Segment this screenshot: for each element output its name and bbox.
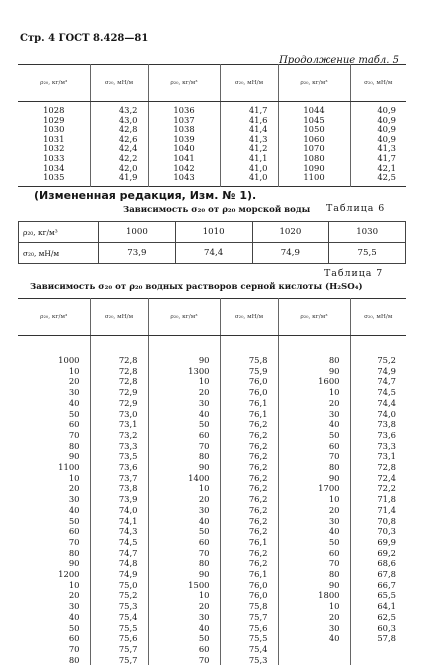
table-6-caption: Зависимость σ₂₀ от ρ₂₀ морской воды	[123, 205, 310, 215]
table-cell: 1030	[329, 222, 406, 243]
cell-value: 80	[279, 462, 340, 473]
cell-value: 70	[18, 537, 80, 548]
table-cell: 1010	[175, 222, 252, 243]
cell-value: 65,5	[351, 590, 397, 601]
cell-value: 76,1	[221, 537, 268, 548]
cell-value: 1070	[279, 144, 350, 154]
cell-value: 1037	[149, 116, 220, 126]
cell-value: 73,0	[91, 409, 138, 420]
cell-value: 10	[149, 483, 210, 494]
cell-value: 73,3	[351, 441, 397, 452]
cell-value: 74,8	[91, 558, 138, 569]
column-header: σ₂₀, мН/м	[350, 299, 406, 336]
cell-value: 50	[279, 430, 340, 441]
page-header: Стр. 4 ГОСТ 8.428—81	[20, 33, 148, 44]
column-header: ρ₂₀, кг/м³	[18, 299, 90, 336]
cell-value: 76,1	[221, 569, 268, 580]
cell-value: 42,5	[351, 173, 397, 183]
cell-value: 41,0	[221, 173, 268, 183]
column-header: σ₂₀, мН/м	[220, 299, 278, 336]
table-row	[19, 222, 406, 243]
cell-value: 20	[279, 398, 340, 409]
cell-value: 70	[279, 558, 340, 569]
cell-value: 72,4	[351, 473, 397, 484]
cell-value: 40,9	[351, 116, 397, 126]
cell-value: 10	[149, 376, 210, 387]
cell-value: 75,3	[221, 655, 268, 665]
cell-value: 10	[18, 473, 80, 484]
table-cell: 74,9	[252, 243, 329, 264]
cell-value: 1060	[279, 135, 350, 145]
column-header: ρ₂₀, кг/м³	[278, 299, 350, 336]
cell-value: 70	[149, 441, 210, 452]
cell-value: 30	[149, 612, 210, 623]
cell-value: 90	[149, 355, 210, 366]
cell-value: 60	[18, 526, 80, 537]
cell-value: 1038	[149, 125, 220, 135]
cell-value: 74,4	[351, 398, 397, 409]
cell-value: 1080	[279, 154, 350, 164]
cell-value: 41,1	[221, 154, 268, 164]
cell-value: 1700	[279, 483, 340, 494]
cell-value: 20	[18, 376, 80, 387]
cell-value: 42,4	[91, 144, 138, 154]
column-header: σ₂₀, мН/м	[220, 65, 278, 102]
row-label: σ₂₀, мН/м	[19, 243, 99, 264]
cell-value: 20	[18, 590, 80, 601]
cell-value: 1500	[149, 580, 210, 591]
cell-value: 75,6	[221, 623, 268, 634]
cell-value: 40	[149, 623, 210, 634]
cell-value: 10	[149, 590, 210, 601]
cell-value: 30	[149, 398, 210, 409]
cell-value: 10	[279, 601, 340, 612]
cell-value: 50	[18, 516, 80, 527]
column-header: ρ₂₀, кг/м³	[148, 65, 220, 102]
cell-value: 60	[18, 633, 80, 644]
cell-value: 74,7	[351, 376, 397, 387]
cell-value: 1032	[18, 144, 90, 154]
cell-value: 73,5	[91, 451, 138, 462]
cell-value: 50	[149, 419, 210, 430]
table-cell: 1020	[252, 222, 329, 243]
cell-value: 75,6	[91, 633, 138, 644]
density-column	[278, 336, 350, 665]
table-cell: 1000	[99, 222, 176, 243]
cell-value: 41,3	[351, 144, 397, 154]
cell-value: 1040	[149, 144, 220, 154]
cell-value: 76,1	[221, 409, 268, 420]
cell-value: 60	[149, 644, 210, 655]
cell-value: 30	[18, 387, 80, 398]
cell-value: 76,2	[221, 430, 268, 441]
cell-value: 42,1	[351, 164, 397, 174]
table-6-number: Таблица 6	[326, 203, 385, 214]
cell-value: 30	[279, 623, 340, 634]
cell-value: 70	[279, 451, 340, 462]
cell-value: 60	[279, 441, 340, 452]
cell-value: 1028	[18, 106, 90, 116]
cell-value: 76,0	[221, 376, 268, 387]
cell-value: 75,3	[91, 601, 138, 612]
cell-value: 71,8	[351, 494, 397, 505]
cell-value: 76,2	[221, 505, 268, 516]
cell-value: 10	[279, 387, 340, 398]
cell-value: 74,5	[351, 387, 397, 398]
table-7	[18, 298, 406, 665]
cell-value: 20	[279, 505, 340, 516]
cell-value: 50	[18, 623, 80, 634]
cell-value: 76,2	[221, 451, 268, 462]
cell-value: 1034	[18, 164, 90, 174]
cell-value: 1029	[18, 116, 90, 126]
cell-value: 75,2	[91, 590, 138, 601]
cell-value: 20	[149, 387, 210, 398]
cell-value: 40	[279, 633, 340, 644]
cell-value: 40	[18, 505, 80, 516]
cell-value: 70,8	[351, 516, 397, 527]
density-column	[148, 102, 220, 187]
cell-value: 41,2	[221, 144, 268, 154]
column-header: ρ₂₀, кг/м³	[278, 65, 350, 102]
cell-value: 41,6	[221, 116, 268, 126]
cell-value: 42,8	[91, 125, 138, 135]
cell-value: 75,9	[221, 366, 268, 377]
column-header: ρ₂₀, кг/м³	[18, 65, 90, 102]
cell-value: 1300	[149, 366, 210, 377]
table-body-row	[18, 102, 406, 187]
cell-value: 1033	[18, 154, 90, 164]
cell-value: 1090	[279, 164, 350, 174]
cell-value: 41,7	[221, 106, 268, 116]
table-cell: 75,5	[329, 243, 406, 264]
cell-value: 76,0	[221, 590, 268, 601]
tension-column	[350, 102, 406, 187]
cell-value: 40,9	[351, 135, 397, 145]
cell-value: 75,8	[221, 355, 268, 366]
cell-value: 90	[149, 462, 210, 473]
cell-value: 75,8	[221, 601, 268, 612]
cell-value: 41,4	[221, 125, 268, 135]
cell-value: 72,9	[91, 398, 138, 409]
table-row	[19, 243, 406, 264]
cell-value: 80	[18, 441, 80, 452]
cell-value: 72,9	[91, 387, 138, 398]
cell-value: 75,0	[91, 580, 138, 591]
cell-value: 73,8	[351, 419, 397, 430]
cell-value: 40	[149, 516, 210, 527]
cell-value: 74,3	[91, 526, 138, 537]
cell-value: 60	[149, 537, 210, 548]
cell-value: 74,0	[351, 409, 397, 420]
cell-value: 70	[18, 430, 80, 441]
cell-value: 74,9	[91, 569, 138, 580]
cell-value: 73,9	[91, 494, 138, 505]
cell-value: 90	[279, 366, 340, 377]
cell-value: 75,2	[351, 355, 397, 366]
cell-value: 1041	[149, 154, 220, 164]
table-5-continuation	[18, 64, 406, 187]
density-column	[278, 102, 350, 187]
cell-value: 76,1	[221, 398, 268, 409]
cell-value: 40	[279, 526, 340, 537]
cell-value: 70,3	[351, 526, 397, 537]
cell-value: 60,3	[351, 623, 397, 634]
cell-value: 71,4	[351, 505, 397, 516]
cell-value: 1200	[18, 569, 80, 580]
cell-value: 1800	[279, 590, 340, 601]
cell-value: 60	[279, 548, 340, 559]
cell-value: 41,3	[221, 135, 268, 145]
cell-value: 67,8	[351, 569, 397, 580]
cell-value: 76,2	[221, 558, 268, 569]
cell-value: 10	[279, 494, 340, 505]
cell-value: 1050	[279, 125, 350, 135]
cell-value: 64,1	[351, 601, 397, 612]
table-cell: 74,4	[175, 243, 252, 264]
cell-value: 80	[18, 655, 80, 665]
cell-value: 50	[149, 633, 210, 644]
cell-value: 70	[18, 644, 80, 655]
cell-value: 43,0	[91, 116, 138, 126]
cell-value: 76,2	[221, 548, 268, 559]
cell-value: 74,9	[351, 366, 397, 377]
cell-value: 76,2	[221, 494, 268, 505]
density-column	[148, 336, 220, 665]
cell-value: 75,7	[221, 612, 268, 623]
cell-value: 74,1	[91, 516, 138, 527]
cell-value: 90	[18, 558, 80, 569]
cell-value: 69,2	[351, 548, 397, 559]
column-header: ρ₂₀, кг/м³	[148, 299, 220, 336]
cell-value: 57,8	[351, 633, 397, 644]
cell-value: 75,7	[91, 655, 138, 665]
cell-value: 90	[279, 473, 340, 484]
cell-value: 74,5	[91, 537, 138, 548]
cell-value: 1031	[18, 135, 90, 145]
cell-value: 70	[149, 655, 210, 665]
cell-value: 43,2	[91, 106, 138, 116]
cell-value: 1100	[18, 462, 80, 473]
cell-value: 30	[279, 516, 340, 527]
cell-value: 40	[149, 409, 210, 420]
cell-value: 76,2	[221, 419, 268, 430]
cell-value: 74,0	[91, 505, 138, 516]
cell-value: 30	[149, 505, 210, 516]
cell-value: 90	[149, 569, 210, 580]
cell-value: 72,8	[91, 376, 138, 387]
tension-column	[90, 102, 148, 187]
cell-value: 72,8	[91, 366, 138, 377]
table-7-number: Таблица 7	[324, 268, 383, 279]
cell-value: 73,1	[351, 451, 397, 462]
cell-value: 76,2	[221, 526, 268, 537]
cell-value: 73,8	[91, 483, 138, 494]
tension-column	[220, 336, 278, 665]
cell-value: 42,2	[91, 154, 138, 164]
cell-value: 1030	[18, 125, 90, 135]
cell-value: 42,0	[91, 164, 138, 174]
table-body-row	[18, 336, 406, 665]
cell-value: 50	[18, 409, 80, 420]
cell-value: 40,9	[351, 125, 397, 135]
density-column	[18, 102, 90, 187]
table-cell: 73,9	[99, 243, 176, 264]
cell-value: 1036	[149, 106, 220, 116]
cell-value: 30	[18, 494, 80, 505]
cell-value: 40	[18, 612, 80, 623]
density-column	[18, 336, 90, 665]
cell-value: 70	[149, 548, 210, 559]
cell-value: 10	[18, 366, 80, 377]
cell-value: 76,0	[221, 580, 268, 591]
cell-value: 50	[279, 537, 340, 548]
cell-value: 20	[149, 601, 210, 612]
tension-column	[350, 336, 406, 665]
cell-value: 1044	[279, 106, 350, 116]
cell-value: 76,2	[221, 516, 268, 527]
cell-value: 75,5	[221, 633, 268, 644]
cell-value: 73,7	[91, 473, 138, 484]
cell-value: 60	[149, 430, 210, 441]
cell-value: 1400	[149, 473, 210, 484]
cell-value: 80	[279, 569, 340, 580]
cell-value: 76,0	[221, 387, 268, 398]
cell-value: 30	[18, 601, 80, 612]
cell-value: 68,6	[351, 558, 397, 569]
continuation-label: Продолжение табл. 5	[279, 55, 399, 66]
cell-value: 76,2	[221, 483, 268, 494]
cell-value: 41,9	[91, 173, 138, 183]
cell-value: 40	[279, 419, 340, 430]
cell-value: 76,2	[221, 473, 268, 484]
cell-value: 60	[18, 419, 80, 430]
amendment-note: (Измененная редакция, Изм. № 1).	[34, 189, 256, 202]
tension-column	[220, 102, 278, 187]
cell-value: 50	[149, 526, 210, 537]
column-header: σ₂₀, мН/м	[90, 299, 148, 336]
cell-value: 1100	[279, 173, 350, 183]
cell-value: 74,7	[91, 548, 138, 559]
cell-value: 30	[279, 409, 340, 420]
cell-value: 1042	[149, 164, 220, 174]
cell-value: 20	[149, 494, 210, 505]
cell-value: 62,5	[351, 612, 397, 623]
cell-value: 73,6	[351, 430, 397, 441]
cell-value: 75,4	[91, 612, 138, 623]
cell-value: 73,6	[91, 462, 138, 473]
cell-value: 80	[279, 355, 340, 366]
cell-value: 40,9	[351, 106, 397, 116]
cell-value: 80	[149, 558, 210, 569]
cell-value: 20	[279, 612, 340, 623]
cell-value: 72,2	[351, 483, 397, 494]
row-label: ρ₂₀, кг/м³	[19, 222, 99, 243]
table-header-row	[18, 65, 406, 102]
cell-value: 75,4	[221, 644, 268, 655]
cell-value: 90	[279, 580, 340, 591]
column-header: σ₂₀, мН/м	[350, 65, 406, 102]
cell-value: 41,0	[221, 164, 268, 174]
cell-value: 41,7	[351, 154, 397, 164]
cell-value: 1035	[18, 173, 90, 183]
table-6	[18, 221, 406, 264]
cell-value: 66,7	[351, 580, 397, 591]
table-7-caption: Зависимость σ₂₀ от ρ₂₀ водных растворов серной кислоты (H₂SO₄)	[30, 282, 363, 292]
cell-value: 42,6	[91, 135, 138, 145]
cell-value: 72,8	[351, 462, 397, 473]
cell-value: 20	[18, 483, 80, 494]
column-header: σ₂₀, мН/м	[90, 65, 148, 102]
cell-value: 76,2	[221, 462, 268, 473]
cell-value: 1043	[149, 173, 220, 183]
cell-value: 1045	[279, 116, 350, 126]
cell-value: 40	[18, 398, 80, 409]
tension-column	[90, 336, 148, 665]
cell-value: 75,7	[91, 644, 138, 655]
cell-value: 90	[18, 451, 80, 462]
cell-value: 80	[149, 451, 210, 462]
cell-value: 1000	[18, 355, 80, 366]
cell-value: 76,2	[221, 441, 268, 452]
cell-value: 1600	[279, 376, 340, 387]
cell-value: 1039	[149, 135, 220, 145]
cell-value: 75,5	[91, 623, 138, 634]
cell-value: 73,3	[91, 441, 138, 452]
cell-value: 73,2	[91, 430, 138, 441]
cell-value: 73,1	[91, 419, 138, 430]
cell-value: 10	[18, 580, 80, 591]
cell-value: 69,9	[351, 537, 397, 548]
cell-value: 80	[18, 548, 80, 559]
table-header-row	[18, 299, 406, 336]
cell-value: 72,8	[91, 355, 138, 366]
